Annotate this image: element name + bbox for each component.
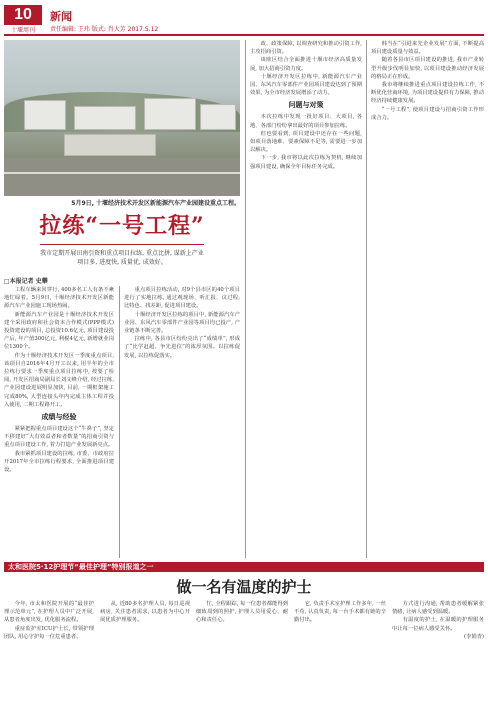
photo-lane: [4, 172, 240, 174]
header-divider: [4, 34, 484, 36]
subheading-achievements: 成绩与经验: [41, 413, 77, 422]
column-separator: [119, 286, 120, 558]
article-column-1: [4, 286, 114, 558]
article-column-3: [250, 40, 362, 558]
paragraph: 但也要看到, 项目建设中还存在一些问题, 如项目落地难、要素保障不足等, 需要进一步加以解决。: [250, 130, 362, 154]
paragraph: 今年, 市太和医院开展的“最佳护理示范单元”, 在护理人员中广泛开展, 从患者角度出发, 优化服务流程。: [4, 601, 94, 624]
paragraph: 本次拉练中发现一批好项目、大项目, 各地、各部门纷纷拿出最好的项目参加拉练。: [250, 114, 362, 129]
subheading-problems: 问题与对策: [288, 101, 324, 110]
paragraph: 我市紧抓项目建设的拉练, 市委、市政府拉开2017年全市拉练行程要求, 全面推进项目建设。: [4, 450, 114, 474]
feature-column-4: [294, 600, 386, 700]
article-summary: 我市定期开展田南引资和重点项目拉练, 重点比拼, 谋新上产业项目多, 进度快, 质量优, 成效好。: [40, 244, 204, 267]
feature-column-2: [100, 600, 190, 700]
paragraph: 下一步, 我市将以此次拉练为契机, 继续加强项目建设, 确保全年目标任务完成。: [250, 155, 362, 170]
feature-column-3: [196, 600, 288, 700]
paragraph: 随着各县市区项目建设的推进, 我市产业转型升级步伐明显加快, 以项目建设推动经济发展的格局正在形成。: [371, 57, 484, 80]
paragraph: 新能源汽车产业园是十堰经济技术开发区建个采用政府和社会资本合作模式(PPP模式)投资建设的项目, 总投资10.6亿元, 项目建设投产后, 年产值300亿元, 利税4亿元, 新增就业岗位1300个。: [4, 311, 114, 351]
paragraph: 工程车辆来回穿行, 400多名工人有条不紊地忙碌着。5月9日, 十堰经济技术开发区新能源汽车产业园施工现场热闹。: [4, 287, 114, 310]
paragraph: 韩当在“引进来先企业发展”方面, 不断提高项目建设质量与效益。: [371, 41, 484, 56]
paragraph: 紧紧把握重点项目建设这个“牛鼻子”, 坚定不移建好“大有效益者和者数量”的招商引资与重点项目建设工作, 着力打造产业发展新亮点。: [4, 426, 114, 449]
page-tag: 十堰周刊: [10, 27, 35, 34]
article-title: 拉练“一号工程”: [39, 213, 205, 239]
section-title: 新闻: [50, 10, 72, 23]
photo-road: [4, 158, 240, 196]
paragraph: 它, 负责手术室护理工作多年, 一丝不苟, 认真负责, 每一台手术都有她的辛勤付出。: [294, 601, 386, 624]
author-credit: (李娟青): [463, 633, 484, 640]
paragraph: 十堰经济开发区拉练中, 新能源汽车产业园、东风汽车零部件产业园项目建设达到了预期效果, 为全市经济发展增添了动力。: [250, 73, 362, 97]
photo-caption: 5月9日, 十堰经济技术开发区新能源汽车产业园建设重点工程。: [71, 200, 240, 207]
paragraph: “一号工程”, 使项目建设与招商引资工作形成合力。: [371, 106, 484, 121]
photo-building: [74, 106, 136, 130]
column-separator: [245, 40, 246, 558]
page-number: 10: [4, 5, 42, 25]
paragraph: 作为十堰经济技术开发区一季度重点项目, 该项目自2016年4月开工以来, 用半年的全市拉练行要求一季度重点项目拉练中, 按要了检阅, 开发区招商局副局长刘文峰介绍, 经过拉练, 产业园建设进展明显加快, 目前, 一期框架施工完成80%, 大型连接头年内完成主体工程并投入使用, 二期工程路开工。: [4, 352, 114, 408]
paragraph: 拉练中, 各县市区纷纷亮出了“成绩单”, 形成了“比学赶超、争先进位”的浓厚氛围。以拉练促发展, 以拉练促落实。: [124, 336, 240, 359]
feature-title: 做一名有温度的护士: [176, 578, 312, 596]
column-separator: [366, 40, 367, 558]
paragraph: 政、政策保障, 以调查研究和推动引资工作, 主攻招商引资。: [250, 41, 362, 56]
paragraph: 我市将继续推进重点项目建设拉练工作, 不断优化营商环境, 为项目建设提供有力保障, 推动经济持续健康发展。: [371, 82, 484, 105]
paragraph: 重点项目拉练活动, 对9个县市区的40个项目进行了实地拉练, 通过观现场、听汇报、议过程, 比特色、找差距, 促进项目建设。: [124, 287, 240, 310]
photo-building: [200, 104, 236, 130]
article-column-2: [124, 286, 240, 558]
photo-building: [24, 100, 66, 130]
paragraph: 忙, 全程跟踪, 每一位患者都能得到细致周到的照护, 护理人员用爱心、耐心和责任心。: [196, 601, 288, 624]
editor-meta: 责任编辑: 王玮 版式: 肖大芳 2017.5.12: [50, 26, 159, 33]
paragraph: 十堰经济开发区拉练的项目中, 新能源汽车产业园、东风汽车零部件产业园等项目均已投产, 产业链条不断完善。: [124, 311, 240, 335]
feature-banner: 太和医院5·12护理节“最佳护理”特别报道之一: [4, 562, 484, 572]
paragraph: 重症监护室ICU护士长, 带领护理团队, 用心守护每一位危重患者。: [4, 625, 94, 640]
photo-building: [64, 134, 156, 156]
paragraph: 谈欧区结合全面推进十堰市经济高质量发展, 加大招商引资力度。: [250, 57, 362, 72]
paragraph: 从, 近80多名护理人员, 每日巡视病房, 关注患者需求, 以患者为中心开展优质护理服务。: [100, 601, 190, 624]
feature-column-1: [4, 600, 94, 700]
byline: □本报记者 史攀: [4, 278, 48, 285]
paragraph: 有温度的护士, 在温暖的护理服务中让每一位病人感受关怀。: [392, 617, 484, 632]
construction-photo: [4, 40, 240, 196]
feature-column-5: [392, 600, 484, 700]
paragraph: 方式进行沟通, 帮助患者缓解紧张情绪, 让病人感受到温暖。: [392, 601, 484, 616]
article-column-4: [371, 40, 484, 558]
photo-building: [144, 98, 196, 130]
